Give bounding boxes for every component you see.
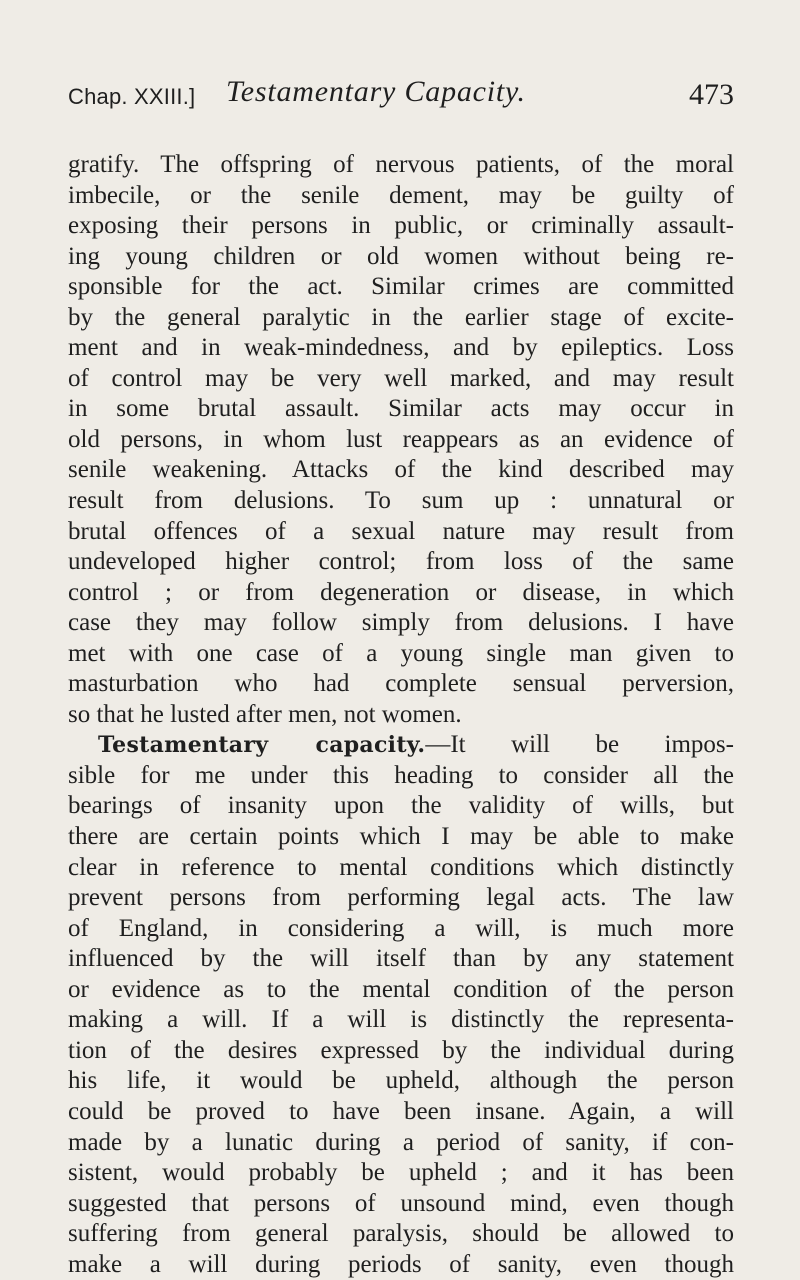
text-line: there are certain points which I may be able to make [68, 823, 734, 851]
text-line: by the general paralytic in the earlier stage of excite- [68, 303, 734, 331]
text-line: make a will during periods of sanity, even though [68, 1250, 734, 1278]
text-line: control ; or from degeneration or disease, in which [68, 578, 734, 606]
running-header [68, 66, 734, 116]
page-number: 473 [689, 78, 734, 111]
text-line: of England, in considering a will, is much more [68, 914, 734, 942]
text-line: tion of the desires expressed by the individual during [68, 1036, 734, 1064]
text-line: his life, it would be upheld, although the person [68, 1067, 734, 1095]
text-line: sible for me under this heading to consider all the [68, 761, 734, 789]
body-text [68, 150, 734, 1280]
text-line: imbecile, or the senile dement, may be guilty of [68, 181, 734, 209]
running-title: Testamentary Capacity. [226, 75, 526, 108]
text-line: ment and in weak-mindedness, and by epileptics. Loss [68, 334, 734, 362]
section-first-line-text: —It will be impos- [425, 731, 734, 759]
text-line: brutal offences of a sexual nature may result from [68, 517, 734, 545]
text-line: making a will. If a will is distinctly the representa- [68, 1006, 734, 1034]
text-line: influenced by the will itself than by any statement [68, 945, 734, 973]
text-line: met with one case of a young single man given to [68, 639, 734, 667]
text-line: prevent persons from performing legal acts. The law [68, 884, 734, 912]
text-line: bearings of insanity upon the validity of wills, but [68, 792, 734, 820]
text-line: so that he lusted after men, not women. [68, 700, 462, 728]
text-line: senile weakening. Attacks of the kind described may [68, 456, 734, 484]
text-line: could be proved to have been insane. Again, a will [68, 1097, 734, 1125]
text-line: of control may be very well marked, and may result [68, 364, 734, 392]
text-line: exposing their persons in public, or criminally assault- [68, 212, 734, 240]
text-line: result from delusions. To sum up : unnatural or [68, 487, 734, 515]
text-line: gratify. The offspring of nervous patients, of the moral [68, 151, 734, 178]
text-line: undeveloped higher control; from loss of the same [68, 548, 734, 576]
text-line: masturbation who had complete sensual perversion, [68, 670, 734, 698]
text-line: suffering from general paralysis, should be allowed to [68, 1220, 734, 1248]
text-line: case they may follow simply from delusions. I have [68, 609, 734, 637]
text-line: sistent, would probably be upheld ; and it has been [68, 1159, 734, 1187]
text-line: made by a lunatic during a period of sanity, if con- [68, 1128, 734, 1156]
text-line: in some brutal assault. Similar acts may occur in [68, 395, 734, 423]
section-heading: Testamentary capacity. [98, 732, 426, 759]
text-line: or evidence as to the mental condition of the person [68, 975, 734, 1003]
text-line: clear in reference to mental conditions which distinctly [68, 853, 734, 881]
section-first-line [68, 730, 734, 761]
text-line: sponsible for the act. Similar crimes are committed [68, 273, 734, 301]
text-line: ing young children or old women without being re- [68, 242, 734, 270]
text-line: old persons, in whom lust reappears as an evidence of [68, 425, 734, 453]
text-line: suggested that persons of unsound mind, even though [68, 1189, 734, 1217]
chapter-label: Chap. XXIII.] [68, 84, 196, 109]
